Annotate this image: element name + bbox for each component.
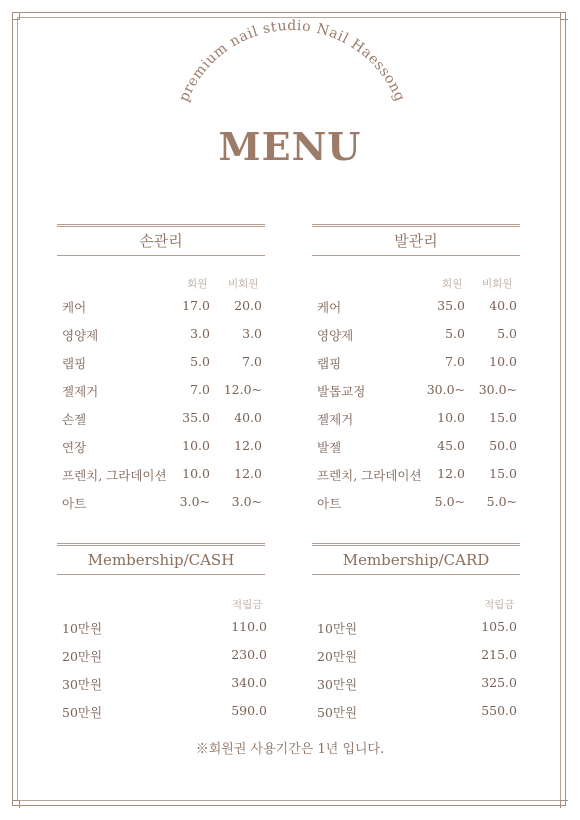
menu-item-nonmember-price: 12.0 [234,438,262,453]
membership-amount: 50만원 [317,705,358,720]
col-head-member: 회원 [187,278,208,290]
membership-note: ※회원권 사용기간은 1년 입니다. [195,742,385,757]
section-title-foot: 발관리 [312,224,520,256]
menu-item-member-price: 17.0 [182,298,210,313]
section-title-hand: 손관리 [57,224,265,256]
membership-points: 340.0 [231,675,267,690]
menu-item-member-price: 7.0 [190,382,210,397]
menu-item-member-price: 3.0 [190,326,210,341]
menu-item-name: 연장 [62,440,87,455]
menu-item-name: 아트 [62,496,87,511]
tagline-arc [0,0,580,200]
menu-item-name: 손젤 [62,412,87,427]
membership-amount: 20만원 [62,649,103,664]
col-head-points: 적립금 [232,599,263,611]
membership-points: 230.0 [231,647,267,662]
section-title-cash: Membership/CASH [57,543,265,575]
col-head-nonmember: 비회원 [228,278,259,290]
membership-points: 590.0 [231,703,267,718]
col-head-member: 회원 [442,278,463,290]
svg-text:premium nail studio Nail Haess [176,18,408,104]
menu-item-nonmember-price: 15.0 [489,466,517,481]
membership-points: 325.0 [481,675,517,690]
menu-item-member-price: 12.0 [437,466,465,481]
tagline: premium nail studio Nail Haessong [176,17,408,105]
menu-item-member-price: 3.0~ [179,494,210,509]
menu-item-nonmember-price: 5.0 [497,326,517,341]
membership-amount: 50만원 [62,705,103,720]
menu-item-name: 프렌치, 그라데이션 [317,468,422,483]
menu-item-name: 랩핑 [317,356,342,371]
menu-item-nonmember-price: 15.0 [489,410,517,425]
menu-item-nonmember-price: 10.0 [489,354,517,369]
menu-item-member-price: 7.0 [445,354,465,369]
menu-item-nonmember-price: 12.0 [234,466,262,481]
membership-points: 550.0 [481,703,517,718]
menu-item-member-price: 35.0 [182,410,210,425]
menu-item-member-price: 45.0 [437,438,465,453]
menu-item-nonmember-price: 50.0 [489,438,517,453]
menu-item-nonmember-price: 30.0~ [478,382,517,397]
menu-item-nonmember-price: 12.0~ [223,382,262,397]
menu-item-member-price: 5.0 [190,354,210,369]
menu-item-name: 랩핑 [62,356,87,371]
menu-item-member-price: 5.0~ [434,494,465,509]
menu-item-name: 케어 [62,300,87,315]
menu-item-name: 케어 [317,300,342,315]
membership-points: 215.0 [481,647,517,662]
menu-item-name: 아트 [317,496,342,511]
menu-item-nonmember-price: 40.0 [489,298,517,313]
membership-amount: 30만원 [62,677,103,692]
membership-amount: 30만원 [317,677,358,692]
col-head-points: 적립금 [484,599,515,611]
menu-item-name: 영양제 [317,328,354,343]
corner-ornament [12,800,20,808]
membership-amount: 10만원 [62,621,103,636]
membership-amount: 20만원 [317,649,358,664]
membership-points: 105.0 [481,619,517,634]
menu-item-name: 젤제거 [62,384,99,399]
section-title-card: Membership/CARD [312,543,520,575]
menu-item-member-price: 10.0 [182,466,210,481]
menu-item-name: 영양제 [62,328,99,343]
menu-item-name: 발젤 [317,440,342,455]
corner-ornament [560,800,568,808]
menu-item-member-price: 10.0 [437,410,465,425]
menu-item-nonmember-price: 7.0 [242,354,262,369]
page-title: MENU [218,124,362,169]
menu-item-member-price: 5.0 [445,326,465,341]
membership-points: 110.0 [231,619,267,634]
menu-item-name: 프렌치, 그라데이션 [62,468,167,483]
menu-item-nonmember-price: 5.0~ [486,494,517,509]
menu-item-nonmember-price: 3.0~ [231,494,262,509]
menu-item-member-price: 10.0 [182,438,210,453]
menu-item-nonmember-price: 3.0 [242,326,262,341]
menu-item-member-price: 30.0~ [426,382,465,397]
col-head-nonmember: 비회원 [482,278,513,290]
membership-amount: 10만원 [317,621,358,636]
menu-item-nonmember-price: 40.0 [234,410,262,425]
menu-item-nonmember-price: 20.0 [234,298,262,313]
menu-item-member-price: 35.0 [437,298,465,313]
menu-item-name: 젤제거 [317,412,354,427]
menu-item-name: 발톱교정 [317,384,366,399]
